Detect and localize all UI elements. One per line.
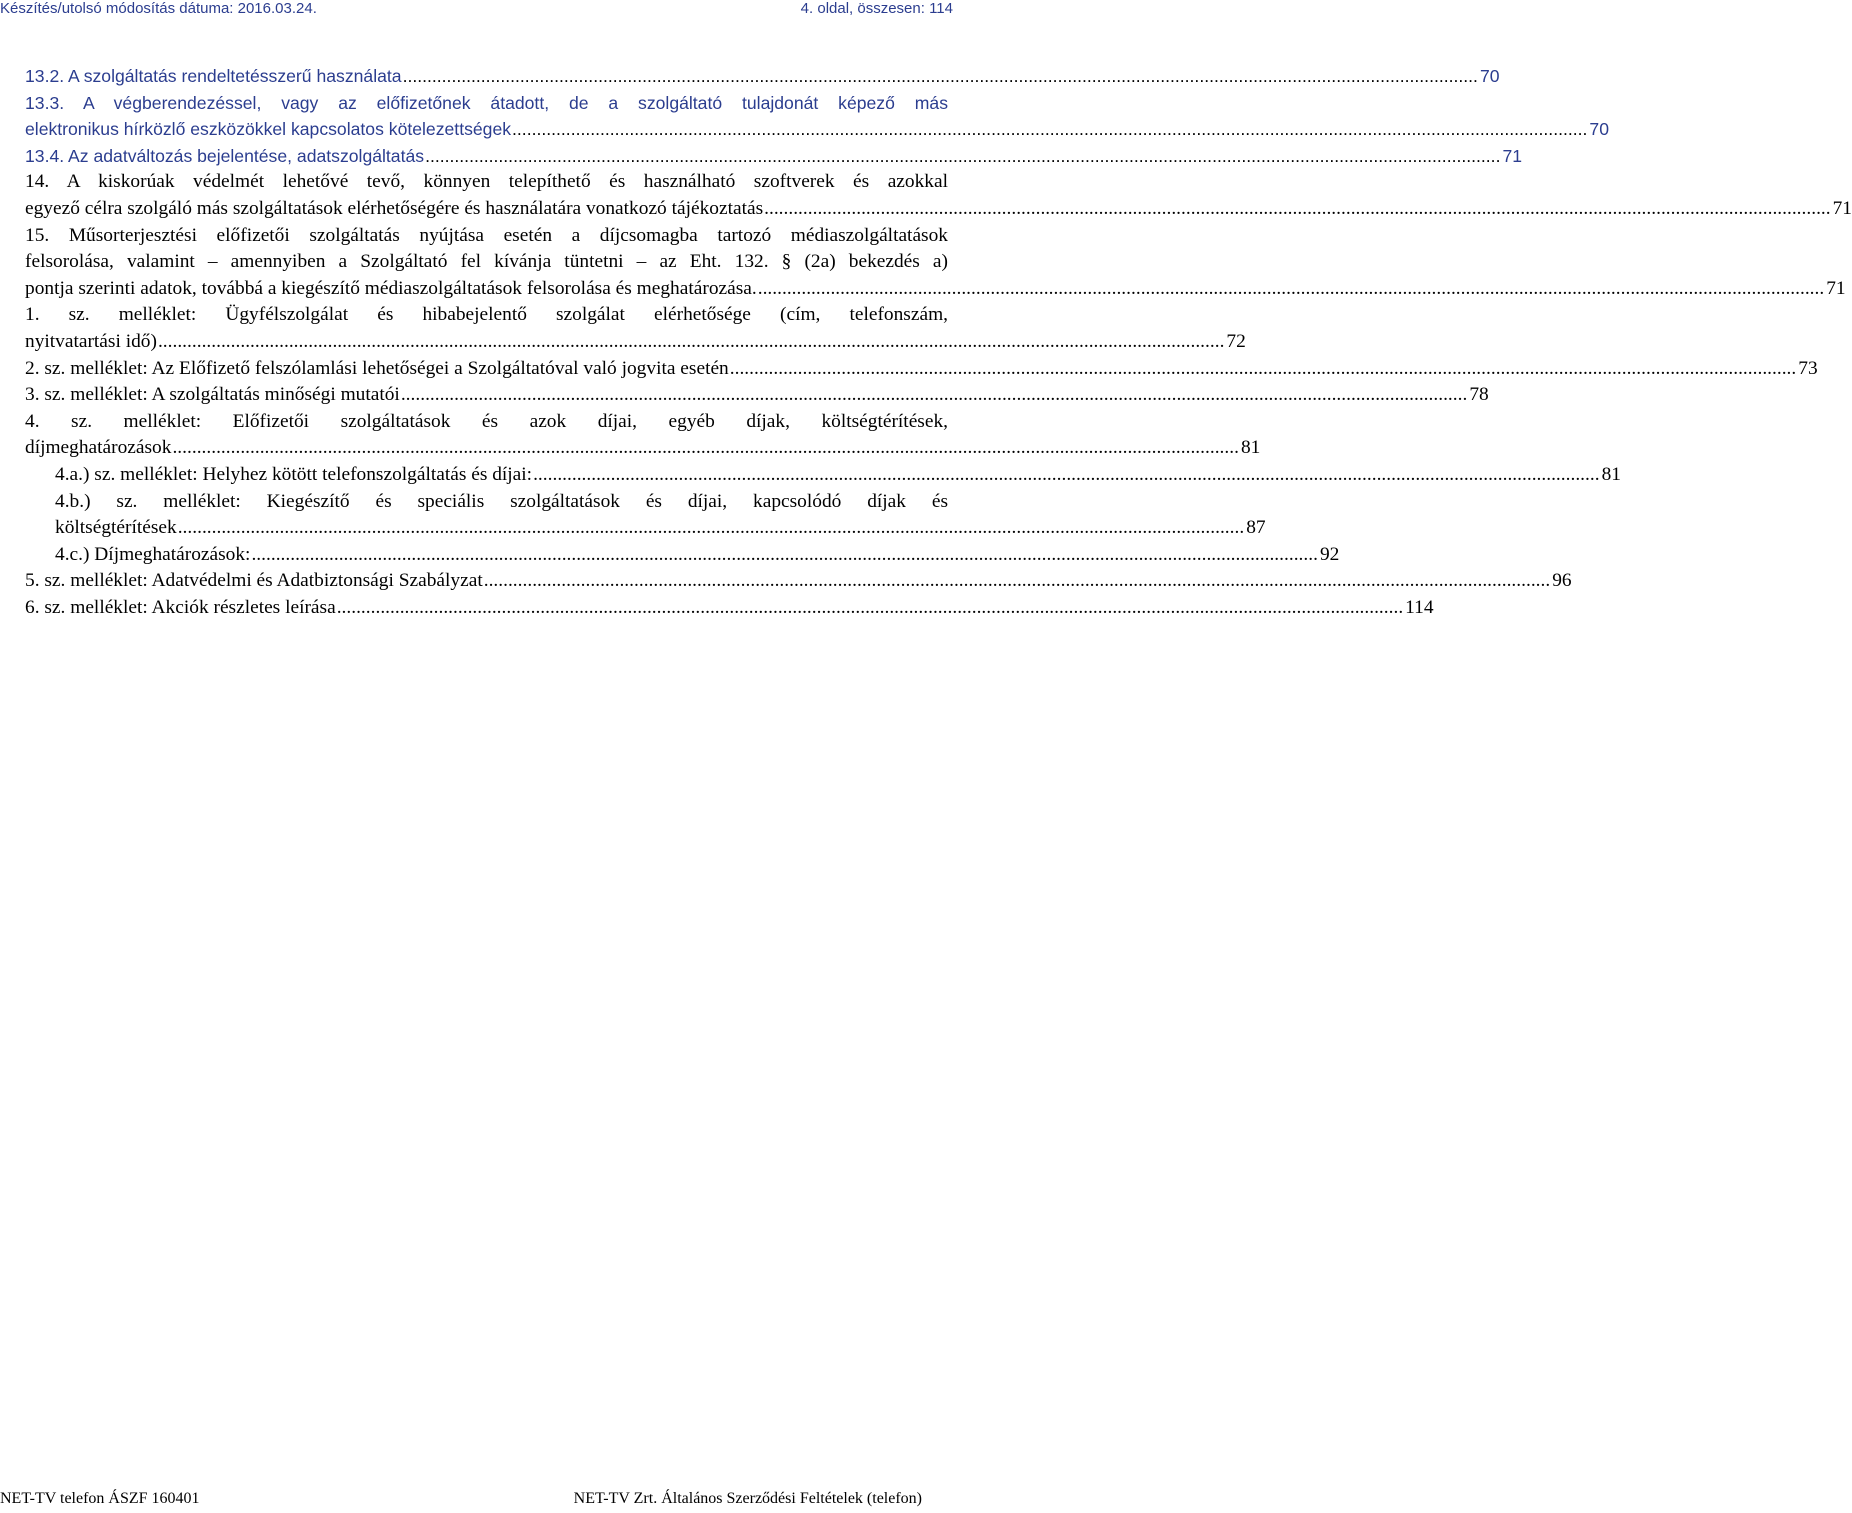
toc-leader-dots: ............................................................................................................................................................................................................................ (512, 119, 1588, 140)
toc-entry-annex-3[interactable] (25, 382, 1489, 409)
toc-entry-title: pontja szerinti adatok, továbbá a kiegészítő médiaszolgáltatások felsorolása és meghatározása. (25, 277, 757, 299)
toc-leader-dots: ............................................................................................................................................................................................................................ (483, 570, 1551, 592)
toc-entry-title: elektronikus hírközlő eszközökkel kapcsolatos kötelezettségek (25, 119, 512, 140)
toc-entry-page: 96 (1552, 570, 1572, 592)
toc-entry-page: 71 (1826, 277, 1846, 299)
toc-entry-page: 73 (1798, 357, 1818, 379)
toc-entry-page: 87 (1246, 517, 1266, 539)
toc-entry-title: 6. sz. melléklet: Akciók részletes leírása (25, 596, 336, 618)
toc-entry-title: 4.c.) Díjmeghatározások: (55, 543, 251, 565)
toc-entry-title: 4.a.) sz. melléklet: Helyhez kötött telefonszolgáltatás és díjai: (55, 463, 533, 485)
toc-entry-annex-1[interactable] (25, 302, 1246, 355)
toc-entry-title-line: 4.b.) sz. melléklet: Kiegészítő és speciális szolgáltatások és díjai, kapcsolódó díjak és (55, 490, 948, 512)
footer-document-title: NET-TV Zrt. Általános Szerződési Feltételek (telefon) (573, 1490, 922, 1507)
toc-entry-annex-2[interactable] (25, 356, 1818, 383)
modification-date: Készítés/utolsó módosítás dátuma: 2016.03.24. (0, 0, 317, 17)
toc-leader-dots: ............................................................................................................................................................................................................................ (172, 437, 1239, 459)
toc-entry-13-3[interactable] (25, 90, 1609, 143)
toc-entry-page: 70 (1589, 119, 1609, 140)
toc-entry-14[interactable] (25, 169, 1852, 222)
toc-entry-title: 2. sz. melléklet: Az Előfizető felszólamlási lehetőségei a Szolgáltatóval való jogvita esetén (25, 357, 729, 379)
toc-entry-page: 81 (1240, 437, 1261, 459)
toc-entry-page: 78 (1469, 384, 1489, 406)
toc-entry-title: költségtérítések (55, 517, 177, 539)
toc-leader-dots: ............................................................................................................................................................................................................................ (533, 463, 1600, 485)
toc-entry-title-line: 4. sz. melléklet: Előfizetői szolgáltatások és azok díjai, egyéb díjak, költségtérítések, (25, 410, 948, 432)
toc-entry-page: 114 (1405, 596, 1434, 618)
toc-leader-dots: ............................................................................................................................................................................................................................ (177, 517, 1245, 539)
toc-entry-13-2[interactable] (25, 63, 1500, 90)
toc-entry-annex-4a[interactable] (25, 462, 1621, 489)
toc-entry-annex-4b[interactable] (25, 489, 1266, 542)
toc-entry-annex-5[interactable] (25, 568, 1572, 595)
toc-entry-page: 81 (1601, 463, 1621, 485)
toc-entry-title-line: 1. sz. melléklet: Ügyfélszolgálat és hibabejelentő szolgálat elérhetősége (cím, telefonszám, (25, 304, 948, 326)
toc-entry-annex-4c[interactable] (25, 542, 1340, 569)
toc-entry-annex-6[interactable] (25, 595, 1434, 622)
page-counter: 4. oldal, összesen: 114 (800, 0, 953, 17)
toc-entry-title: díjmeghatározások (25, 437, 172, 459)
toc-entry-title: 13.2. A szolgáltatás rendeltetésszerű használata (25, 66, 402, 86)
toc-leader-dots: ............................................................................................................................................................................................................................ (402, 66, 1478, 86)
toc-entry-page: 72 (1226, 330, 1246, 352)
toc-entry-title: egyező célra szolgáló más szolgáltatások elérhetőségére és használatára vonatkozó tájékoztatás (25, 197, 764, 219)
toc-leader-dots: ............................................................................................................................................................................................................................ (729, 357, 1797, 379)
toc-entry-page: 71 (1502, 145, 1523, 166)
table-of-contents (25, 63, 1852, 621)
toc-leader-dots: ............................................................................................................................................................................................................................ (757, 277, 1825, 299)
toc-leader-dots: ............................................................................................................................................................................................................................ (157, 330, 1225, 352)
toc-entry-15[interactable] (25, 223, 1846, 303)
toc-entry-page: 71 (1832, 197, 1852, 219)
toc-leader-dots: ............................................................................................................................................................................................................................ (336, 596, 1404, 618)
toc-entry-page: 70 (1479, 66, 1500, 86)
toc-leader-dots: ............................................................................................................................................................................................................................ (764, 197, 1831, 219)
toc-entry-title-line: felsorolása, valamint – amennyiben a Szolgáltató fel kívánja tüntetni – az Eht. 132. § (2a) bekezdés a) (25, 251, 948, 273)
toc-entry-title-line: 14. A kiskorúak védelmét lehetővé tevő, könnyen telepíthető és használható szoftverek és azokkal (25, 171, 948, 193)
toc-entry-annex-4[interactable] (25, 409, 1261, 462)
toc-entry-title-line: 13.3. A végberendezéssel, vagy az előfizetőnek átadott, de a szolgáltató tulajdonát képező más (25, 92, 948, 113)
toc-entry-title: 13.4. Az adatváltozás bejelentése, adatszolgáltatás (25, 145, 425, 166)
toc-entry-13-4[interactable] (25, 143, 1523, 170)
toc-leader-dots: ............................................................................................................................................................................................................................ (400, 384, 1468, 406)
toc-entry-title-line: 15. Műsorterjesztési előfizetői szolgáltatás nyújtása esetén a díjcsomagba tartozó médiaszolgáltatások (25, 224, 948, 246)
toc-leader-dots: ............................................................................................................................................................................................................................ (425, 145, 1501, 166)
toc-entry-title: nyitvatartási idő) (25, 330, 157, 352)
page-header (0, 0, 960, 20)
toc-entry-title: 5. sz. melléklet: Adatvédelmi és Adatbiztonsági Szabályzat (25, 570, 483, 592)
footer-document-id: NET-TV telefon ÁSZF 160401 (0, 1490, 200, 1507)
page-footer (0, 1489, 960, 1511)
toc-entry-title: 3. sz. melléklet: A szolgáltatás minőségi mutatói (25, 384, 400, 406)
toc-leader-dots: ............................................................................................................................................................................................................................ (251, 543, 1318, 565)
toc-entry-page: 92 (1319, 543, 1340, 565)
